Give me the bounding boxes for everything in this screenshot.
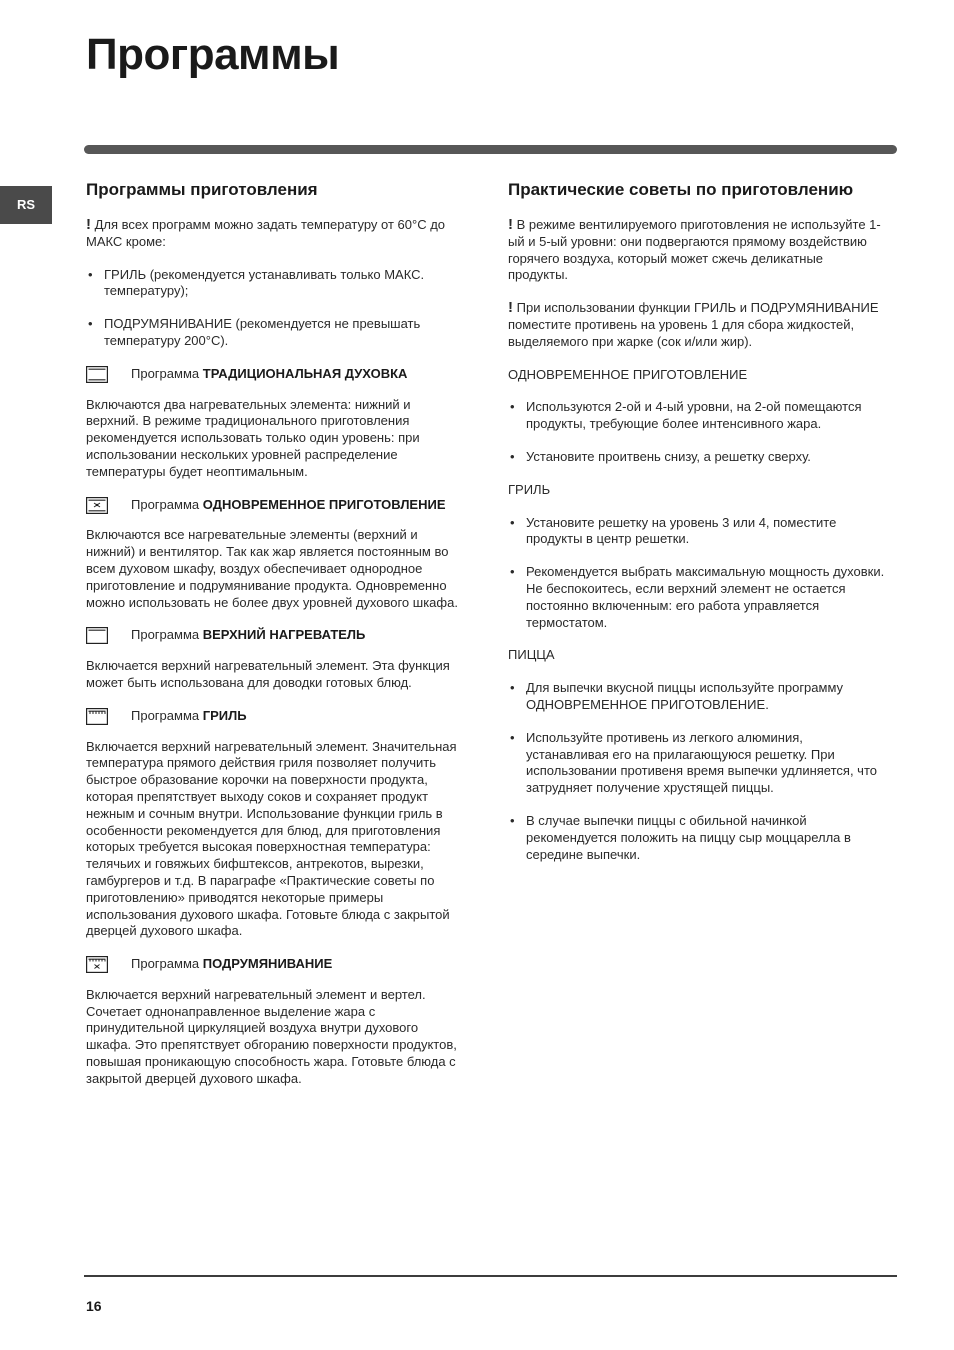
- page-title: Программы: [86, 30, 340, 79]
- section-heading-tips: Практические советы по приготовлению: [508, 180, 854, 199]
- list-item: • Установите проитвень снизу, а решетку сверху.: [508, 449, 886, 466]
- list-item: • В случае выпечки пиццы с обильной начинкой рекомендуется положить на пиццу сыр моццарелла в середине выпечки.: [508, 813, 886, 863]
- program-description: Включаются все нагревательные элементы (верхний и нижний) и вентилятор. Так как жар является постоянным во всем духовом шкафу, воздух обеспечивает однородное приготовление и подрумянивание продукта. Одновременно можно использовать не более двух уровней духового шкафа.: [86, 527, 458, 610]
- list-item: • ГРИЛЬ (рекомендуется устанавливать только МАКС. температуру);: [86, 267, 464, 301]
- left-column: [86, 180, 464, 1104]
- list-item: • Установите решетку на уровень 3 или 4, поместите продукты в центр решетки.: [508, 515, 886, 549]
- footer-divider: [84, 1275, 897, 1277]
- fan-oven-icon: [86, 497, 108, 514]
- exclamation-icon: !: [86, 216, 91, 233]
- header-divider: [84, 145, 897, 154]
- tips-list: [508, 399, 886, 465]
- subsection-title: ГРИЛЬ: [508, 481, 551, 497]
- list-item: • Для выпечки вкусной пиццы используйте программу ОДНОВРЕМЕННОЕ ПРИГОТОВЛЕНИЕ.: [508, 680, 886, 714]
- exclamation-icon: !: [508, 216, 513, 233]
- program-header-grill: Программа ГРИЛЬ: [86, 708, 464, 725]
- program-header-simultaneous: Программа ОДНОВРЕМЕННОЕ ПРИГОТОВЛЕНИЕ: [86, 497, 464, 514]
- subsection-title: ПИЦЦА: [508, 647, 555, 663]
- intro-note: ! Для всех программ можно задать температуру от 60°C до МАКС кроме:: [86, 216, 446, 249]
- tip-note: ! При использовании функции ГРИЛЬ и ПОДРУМЯНИВАНИЕ поместите противень на уровень 1 для сбора жидкостей, выделяемого при жарке (сок и/или жир).: [508, 299, 879, 349]
- program-description: Включается верхний нагревательный элемент. Значительная температура прямого действия гриля позволяет получить быстрое образование корочки на поверхности продукта, которая препятствует выходу соков и сохраняет продукт нежным и сочным внутри. Использование функции гриль в особенности рекомендуется для блюд, для приготовления которых требуется высокая поверхностная температура: телячьих и говяжьих бифштексов, антрекотов, вырезки, гамбургеров и т.д. В параграфе «Практические советы по приготовлению» приводятся некоторые примеры использования духового шкафа. Готовьте блюда с закрытой дверцей духового шкафа.: [86, 738, 457, 939]
- traditional-oven-icon: [86, 366, 108, 383]
- list-item: • ПОДРУМЯНИВАНИЕ (рекомендуется не превышать температуру 200°C).: [86, 316, 464, 350]
- program-description: Включаются два нагревательных элемента: нижний и верхний. В режиме традиционального приготовления рекомендуется использовать только один уровень: при использовании нескольких уровней распределение температуры будет неоптимальным.: [86, 396, 420, 479]
- page-number: 16: [86, 1298, 102, 1314]
- program-header-browning: Программа ПОДРУМЯНИВАНИЕ: [86, 956, 464, 973]
- program-description: Включается верхний нагревательный элемент. Эта функция может быть использована для доводки готовых блюд.: [86, 658, 450, 690]
- fan-grill-icon: [86, 956, 108, 973]
- grill-icon: [86, 708, 108, 725]
- list-item: • Используйте противень из легкого алюминия, устанавливая его на прилагающуюся решетку. При использовании противеня время выпечки удлиняется, что затрудняет получение хрустящей пиццы.: [508, 730, 886, 797]
- tip-note: ! В режиме вентилируемого приготовления не используйте 1-ый и 5-ый уровни: они подвергаются прямому воздействию горячего воздуха, который может сжечь деликатные продукты.: [508, 216, 881, 283]
- tips-list: [508, 680, 886, 863]
- list-item: • Используются 2-ой и 4-ый уровни, на 2-ой помещаются продукты, требующие более интенсивного жара.: [508, 399, 886, 433]
- language-tab: RS: [0, 186, 52, 224]
- list-item: • Рекомендуется выбрать максимальную мощность духовки. Не беспокоитесь, если верхний элемент не остается постоянно включенным: его работа управляется термостатом.: [508, 564, 886, 631]
- top-heater-icon: [86, 627, 108, 644]
- program-description: Включается верхний нагревательный элемент и вертел. Сочетает однонаправленное выделение жара с принудительной циркуляцией воздуха внутри духового шкафа. Это препятствует обгоранию поверхности продуктов, повышая проникающую способность жара. Готовьте блюда с закрытой дверцей духового шкафа.: [86, 986, 457, 1086]
- exclamation-icon: !: [508, 299, 513, 317]
- intro-bullets: [86, 267, 464, 350]
- subsection-title: ОДНОВРЕМЕННОЕ ПРИГОТОВЛЕНИЕ: [508, 366, 748, 382]
- program-header-top-heater: Программа ВЕРХНИЙ НАГРЕВАТЕЛЬ: [86, 627, 464, 644]
- tips-list: [508, 515, 886, 632]
- right-column: [508, 180, 886, 879]
- program-header-traditional: Программа ТРАДИЦИОНАЛЬНАЯ ДУХОВКА: [86, 366, 464, 383]
- section-heading-programs: Программы приготовления: [86, 180, 318, 199]
